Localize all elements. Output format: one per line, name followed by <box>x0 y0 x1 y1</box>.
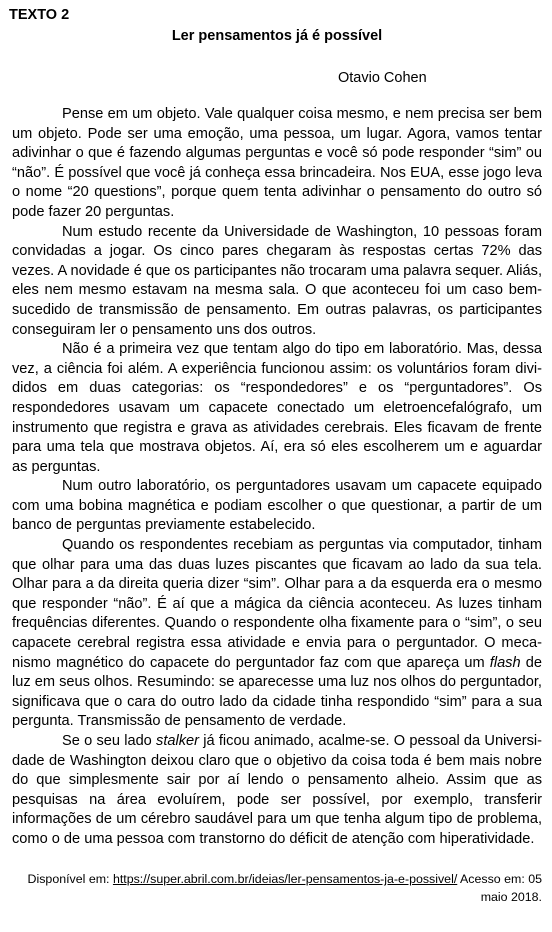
source-citation <box>12 871 542 906</box>
article-title: Ler pensamentos já é possível <box>171 28 383 44</box>
article-author: Otavio Cohen <box>338 70 427 86</box>
article-body <box>12 105 542 850</box>
source-link[interactable]: https://super.abril.com.br/ideias/ler-pensamentos-ja-e-possivel/ <box>112 872 458 886</box>
paragraph-4: Num outro laboratório, os perguntadores usavam um capacete equipado com uma bobina magnética e podiam escolher o que questionar, a partir de um banco de perguntas previamente estabelecido. <box>12 478 542 534</box>
source-suffix: Acesso em: 05 maio 2018. <box>457 872 542 904</box>
paragraph-5 <box>12 536 542 732</box>
paragraph-6-emphasis: stalker <box>156 733 200 749</box>
paragraph-5-text-after: de luz em seus olhos. Resumindo: se aparecesse uma luz nos olhos do perguntador, significava que o cara do outro lado da cidade tinha respondido “sim” para a sua pergunta. Transmissão de pensamento de verdade. <box>12 654 542 730</box>
paragraph-6-text-after: já ficou animado, acalme-se. O pessoal da Universidade de Washington deixou claro que o objetivo da coisa toda é bem mais nobre do que simplesmente sair por aí lendo o pensamento alheio. Assim que as pesquisas na área evoluírem, pode ser possível, por exemplo, transferir informações de um cérebro saudável para um que tenha algum tipo de problema, como o de uma pessoa com transtorno do déficit de atenção com hiperatividade. <box>12 733 542 847</box>
paragraph-6 <box>12 732 542 850</box>
paragraph-3: Não é a primeira vez que tentam algo do tipo em laboratório. Mas, dessa vez, a ciência foi além. A experiência funcionou assim: os voluntários foram divididos em duas categorias: os “respondedores” e os “perguntadores”. Os respondedores usavam um capacete conectado um eletroencefalógrafo, um instrumento que registra e grava as atividades cerebrais. Eles ficavam de frente para uma tela que mostrava objetos. Aí, era só eles escolherem um e aguardar as perguntas. <box>12 341 542 475</box>
paragraph-2: Num estudo recente da Universidade de Washington, 10 pessoas foram convidadas a jogar. Os cinco pares chegaram às respostas certas 72% das vezes. A novidade é que os participantes não trocaram uma palavra sequer. Aliás, eles nem mesmo estavam na mesma sala. O que aconteceu foi um caso bem-sucedido de transmissão de pensamento. Em outras palavras, os participantes conseguiram ler o pensamento uns dos outros. <box>12 223 542 338</box>
paragraph-1: Pense em um objeto. Vale qualquer coisa mesmo, e nem precisa ser bem um objeto. Pode ser uma emoção, uma pessoa, um lugar. Agora, vamos tentar adivinhar o que é fazendo algumas perguntas e você só pode responder “sim” ou “não”. É possível que você já conheça essa brincadeira. Nos EUA, esse jogo leva o nome “20 questions”, porque quem tenta adivinhar o pensamento do outro só pode fazer 20 perguntas. <box>12 106 542 220</box>
paragraph-5-text-before: Quando os respondentes recebiam as perguntas via computador, tinham que olhar para uma das duas luzes piscantes que ficavam ao lado da sua tela. Olhar para a da direita queria dizer “sim”. Olhar para a da esquerda era o mesmo que responder “não”. É aí que a mágica da ciência aconteceu. As luzes tinham frequências diferentes. Quando o respondente olha fixamente para o “sim”, o seu capacete cerebral registra essa atividade e envia para o perguntador. O mecanismo magnético do capacete do perguntador faz com que apareça um <box>12 537 542 671</box>
paragraph-6-text-before: Se o seu lado <box>62 733 157 749</box>
source-prefix: Disponível em: <box>27 872 113 886</box>
paragraph-5-emphasis: flash <box>489 654 521 671</box>
text-label: TEXTO 2 <box>9 7 70 23</box>
